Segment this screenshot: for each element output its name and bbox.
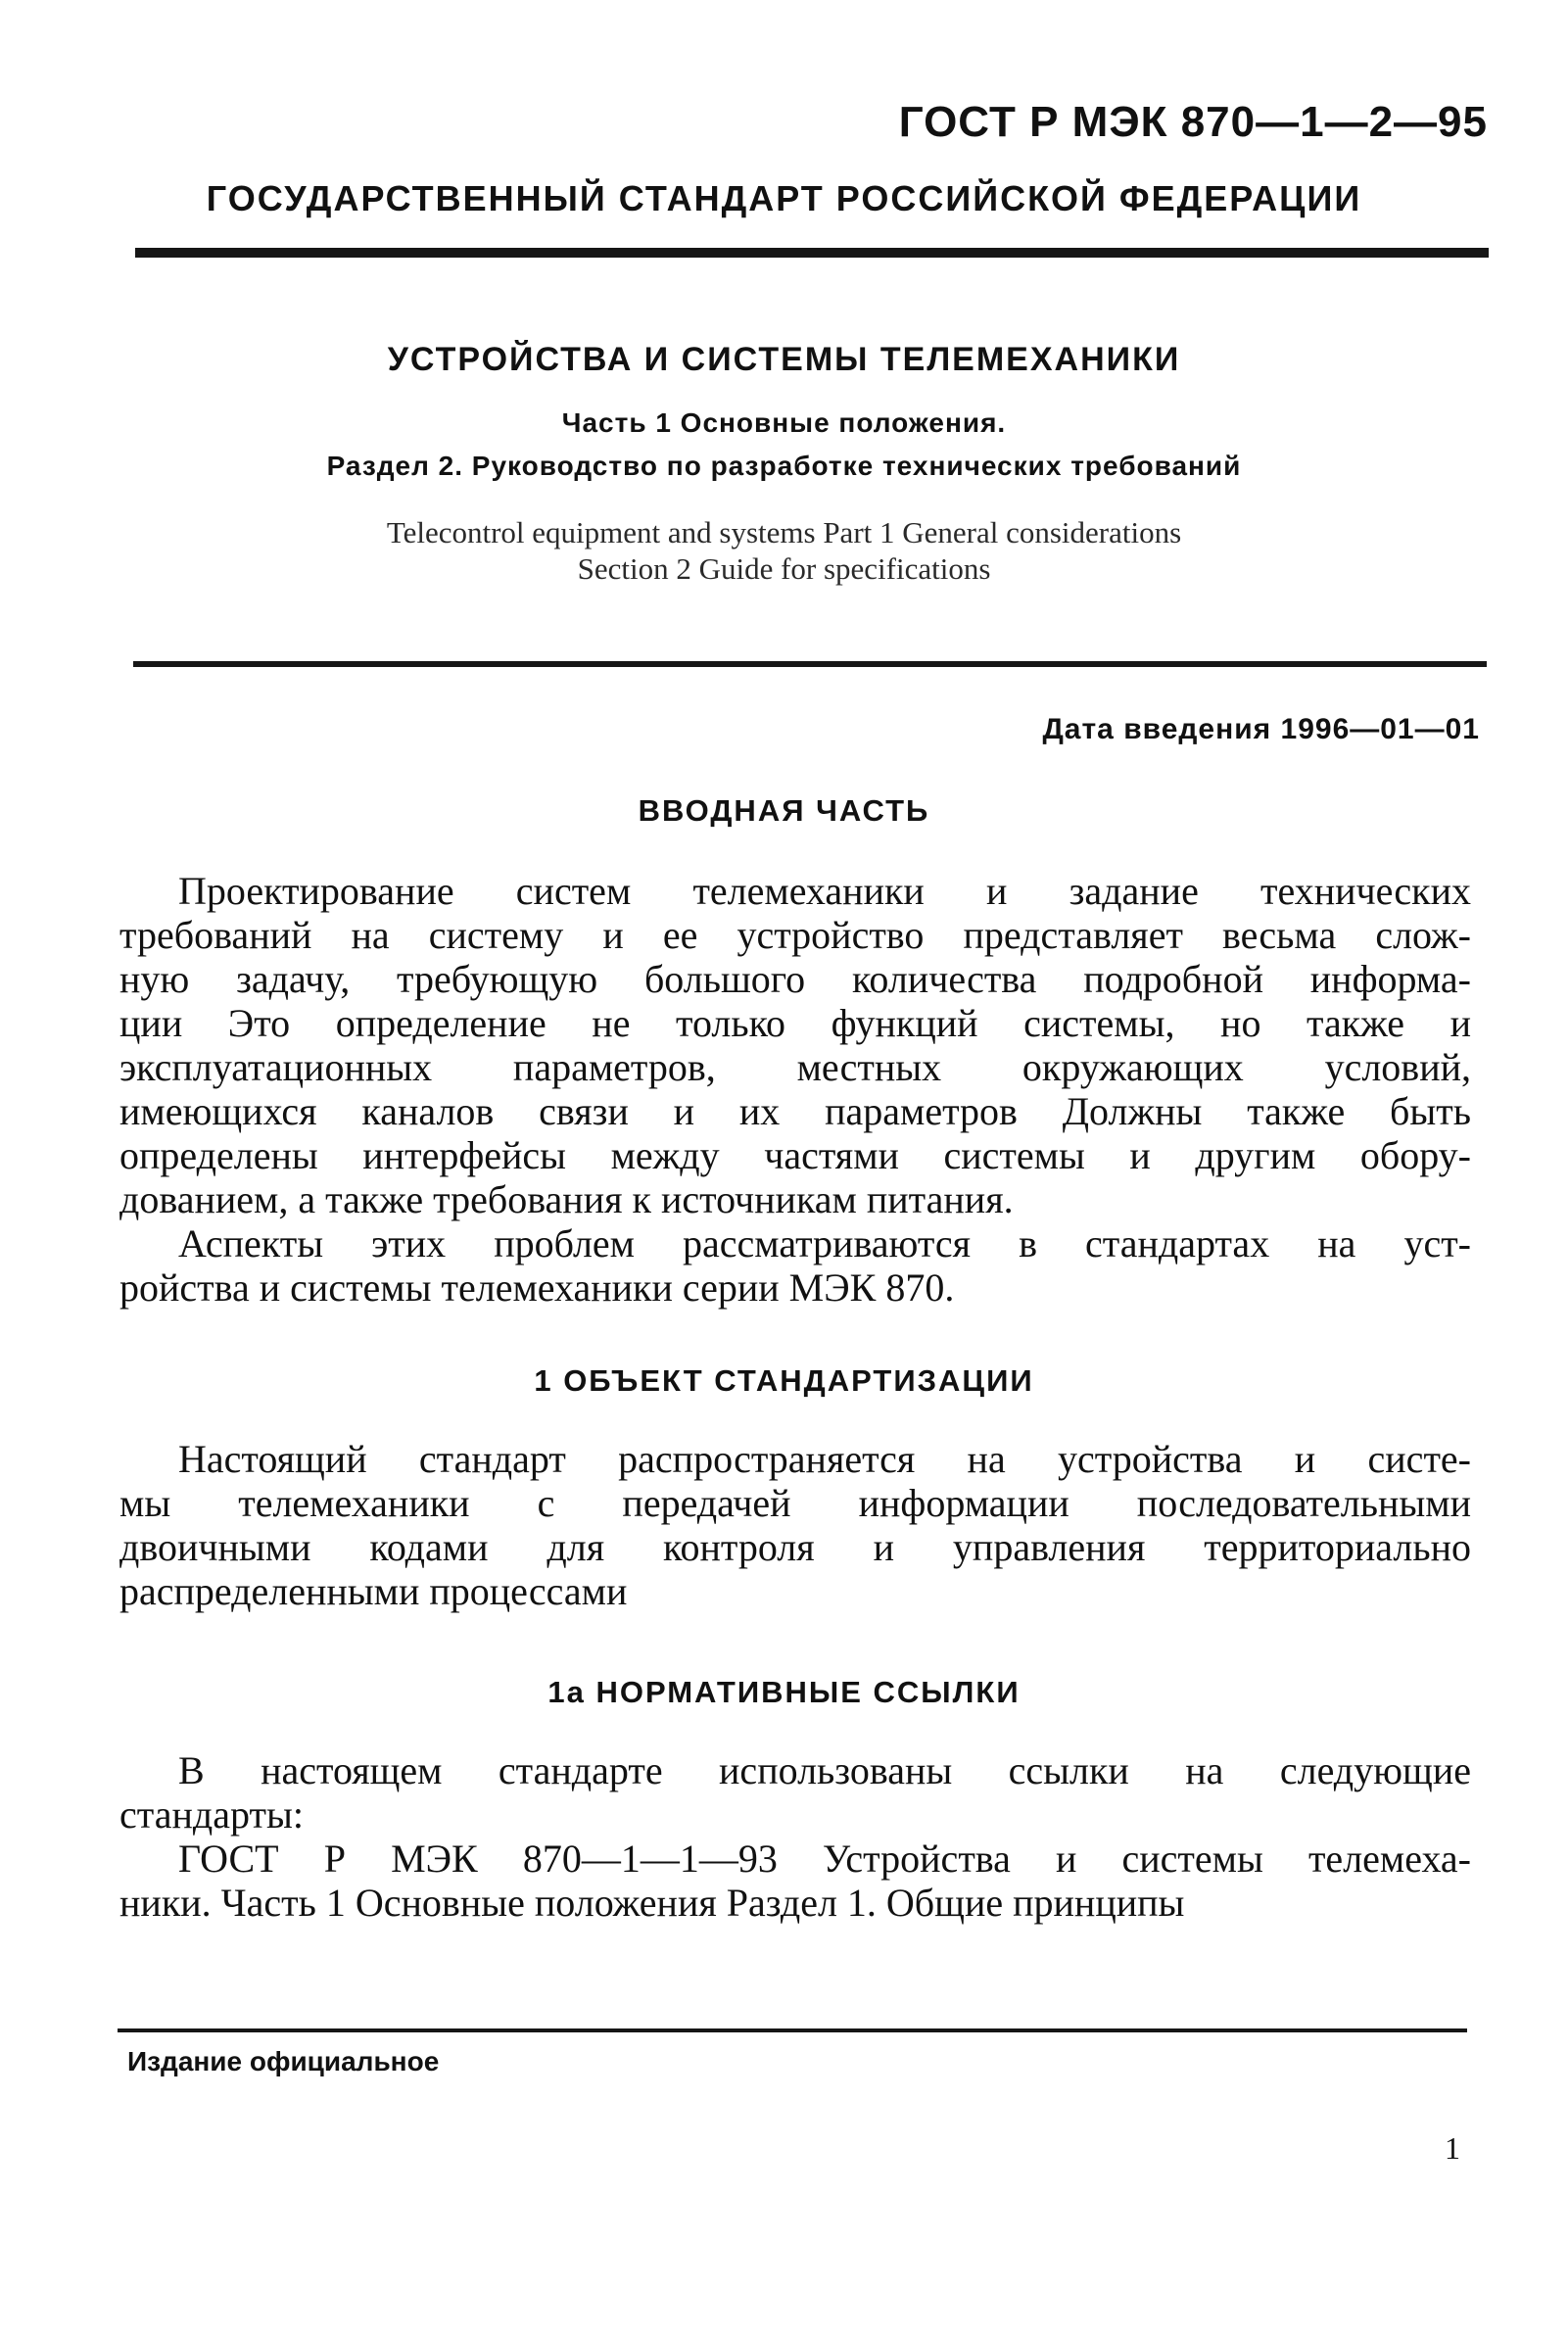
paragraph-line: требований на систему и ее устройство представляет весьма слож- [119,913,1471,957]
state-standard-heading: ГОСУДАРСТВЕННЫЙ СТАНДАРТ РОССИЙСКОЙ ФЕДЕРАЦИИ [206,178,1362,218]
paragraph-line: стандарты: [119,1792,304,1837]
paragraph-line: имеющихся каналов связи и их параметров Должны также быть [119,1089,1471,1133]
paragraph-line: Проектирование систем телемеханики и задание технических [178,869,1471,913]
paragraph-line: Аспекты этих проблем рассматриваются в стандартах на уст- [178,1221,1471,1265]
paragraph-line: дованием, а также требования к источникам питания. [119,1177,1014,1221]
edition-note: Издание официальное [127,2046,440,2076]
top-rule [135,248,1489,258]
english-title-line-1: Telecontrol equipment and systems Part 1 General considerations [386,515,1182,549]
paragraph-line: ную задачу, требующую большого количества подробной информа- [119,957,1471,1001]
page-number: 1 [1445,2130,1460,2166]
paragraph-line: двоичными кодами для контроля и управления территориально [119,1525,1471,1569]
title-rule [133,661,1487,667]
section-heading-scope: 1 ОБЪЕКТ СТАНДАРТИЗАЦИИ [534,1363,1034,1398]
paragraph-line: ройства и системы телемеханики серии МЭК 870. [119,1265,955,1310]
section-heading-references: 1а НОРМАТИВНЫЕ ССЫЛКИ [547,1675,1021,1709]
footer-rule [118,2028,1467,2032]
document-code: ГОСТ Р МЭК 870—1—2—95 [898,98,1488,146]
paragraph-line: Настоящий стандарт распространяется на устройства и систе- [178,1437,1471,1481]
paragraph-line: мы телемеханики с передачей информации последовательными [119,1481,1471,1525]
section-subtitle: Раздел 2. Руководство по разработке технических требований [326,451,1242,481]
english-title-line-2: Section 2 Guide for specifications [577,551,991,586]
paragraph-line: распределенными процессами [119,1569,628,1613]
paragraph-line: ники. Часть 1 Основные положения Раздел 1. Общие принципы [119,1881,1185,1925]
paragraph-line: эксплуатационных параметров, местных окружающих условий, [119,1045,1471,1089]
document-title: УСТРОЙСТВА И СИСТЕМЫ ТЕЛЕМЕХАНИКИ [387,341,1181,378]
paragraph-line: ГОСТ Р МЭК 870—1—1—93 Устройства и системы телемеха- [178,1837,1471,1881]
part-subtitle: Часть 1 Основные положения. [561,407,1007,438]
paragraph-line: В настоящем стандарте использованы ссылки на следующие [178,1748,1471,1792]
section-heading-intro: ВВОДНАЯ ЧАСТЬ [638,793,930,828]
paragraph-line: ции Это определение не только функций системы, но также и [119,1001,1471,1045]
intro-date: Дата введения 1996—01—01 [1042,713,1480,745]
paragraph-line: определены интерфейсы между частями системы и другим обору- [119,1133,1471,1177]
